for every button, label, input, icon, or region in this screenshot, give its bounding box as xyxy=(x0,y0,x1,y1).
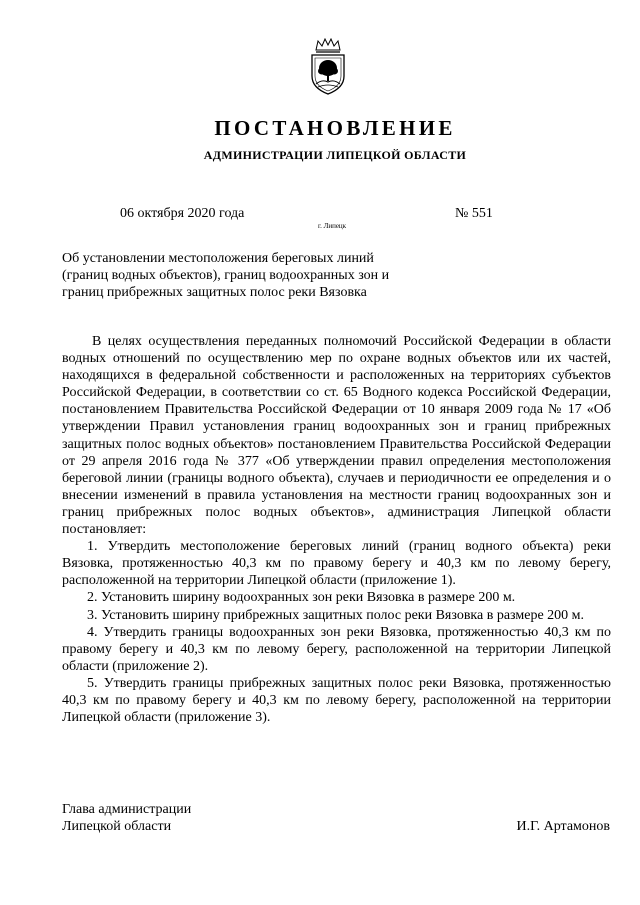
document-title: ПОСТАНОВЛЕНИЕ xyxy=(214,116,456,140)
subject-line: границ прибрежных защитных полос реки Вязовка xyxy=(62,285,367,300)
subject-line: Об установлении местоположения береговых линий xyxy=(62,251,374,266)
signatory-position-line: Липецкой области xyxy=(62,819,172,834)
signatory-position-line: Глава администрации xyxy=(62,802,192,817)
document-city: г. Липецк xyxy=(318,222,347,230)
subject-line: (границ водных объектов), границ водоохранных зон и xyxy=(62,268,390,283)
document-subject xyxy=(62,250,422,301)
document-number: № 551 xyxy=(455,206,493,221)
resolution-item: 5. Утвердить границы прибрежных защитных полос реки Вязовка, протяженностью 40,3 км по правому берегу и 40,3 км по левому берегу, расположенной на территории Липецкой области (приложение 3). xyxy=(62,675,611,726)
signatory-name: И.Г. Артамонов xyxy=(516,819,610,834)
resolution-item: 3. Установить ширину прибрежных защитных полос реки Вязовка в размере 200 м. xyxy=(87,607,585,623)
issuing-authority: АДМИНИСТРАЦИИ ЛИПЕЦКОЙ ОБЛАСТИ xyxy=(203,148,467,162)
preamble-paragraph: В целях осуществления переданных полномочий Российской Федерации в области водных отношений по осуществлению мер по охране водных объектов или их частей, находящихся в федеральной собственности и расположенных на территориях субъектов Российской Федерации, в соответствии со ст. 65 Водного кодекса Российской Федерации, постановлением Правительства Российской Федерации от 10 января 2009 года № 17 «Об утверждении Правил установления границ водоохранных зон и границ прибрежных защитных полос водных объектов» постановлением Правительства Российской Федерации от 29 апреля 2016 года № 377 «Об утверждении правил определения местоположения береговой линии (границы водного объекта), случаев и периодичности ее определения и о внесении изменений в правила установления на местности границ водоохранных зон и границ прибрежных полос водных объектов», администрация Липецкой области постановляет: xyxy=(62,334,611,538)
resolution-item: 4. Утвердить границы водоохранных зон реки Вязовка, протяженностью 40,3 км по правому берегу и 40,3 км по левому берегу, расположенной на территории Липецкой области (приложение 2). xyxy=(62,624,611,674)
resolution-item: 2. Установить ширину водоохранных зон реки Вязовка в размере 200 м. xyxy=(87,590,516,606)
document-date: 06 октября 2020 года xyxy=(120,206,245,221)
resolution-item: 1. Утвердить местоположение береговых линий (границ водного объекта) реки Вязовка, протяженностью 40,3 км по правому берегу и 40,3 км по левому берегу, расположенной на территории Липецкой области (приложение 1). xyxy=(62,539,611,589)
document-body xyxy=(62,333,611,726)
lipetsk-coat-of-arms-icon xyxy=(306,38,350,96)
signatory-position xyxy=(62,801,191,835)
